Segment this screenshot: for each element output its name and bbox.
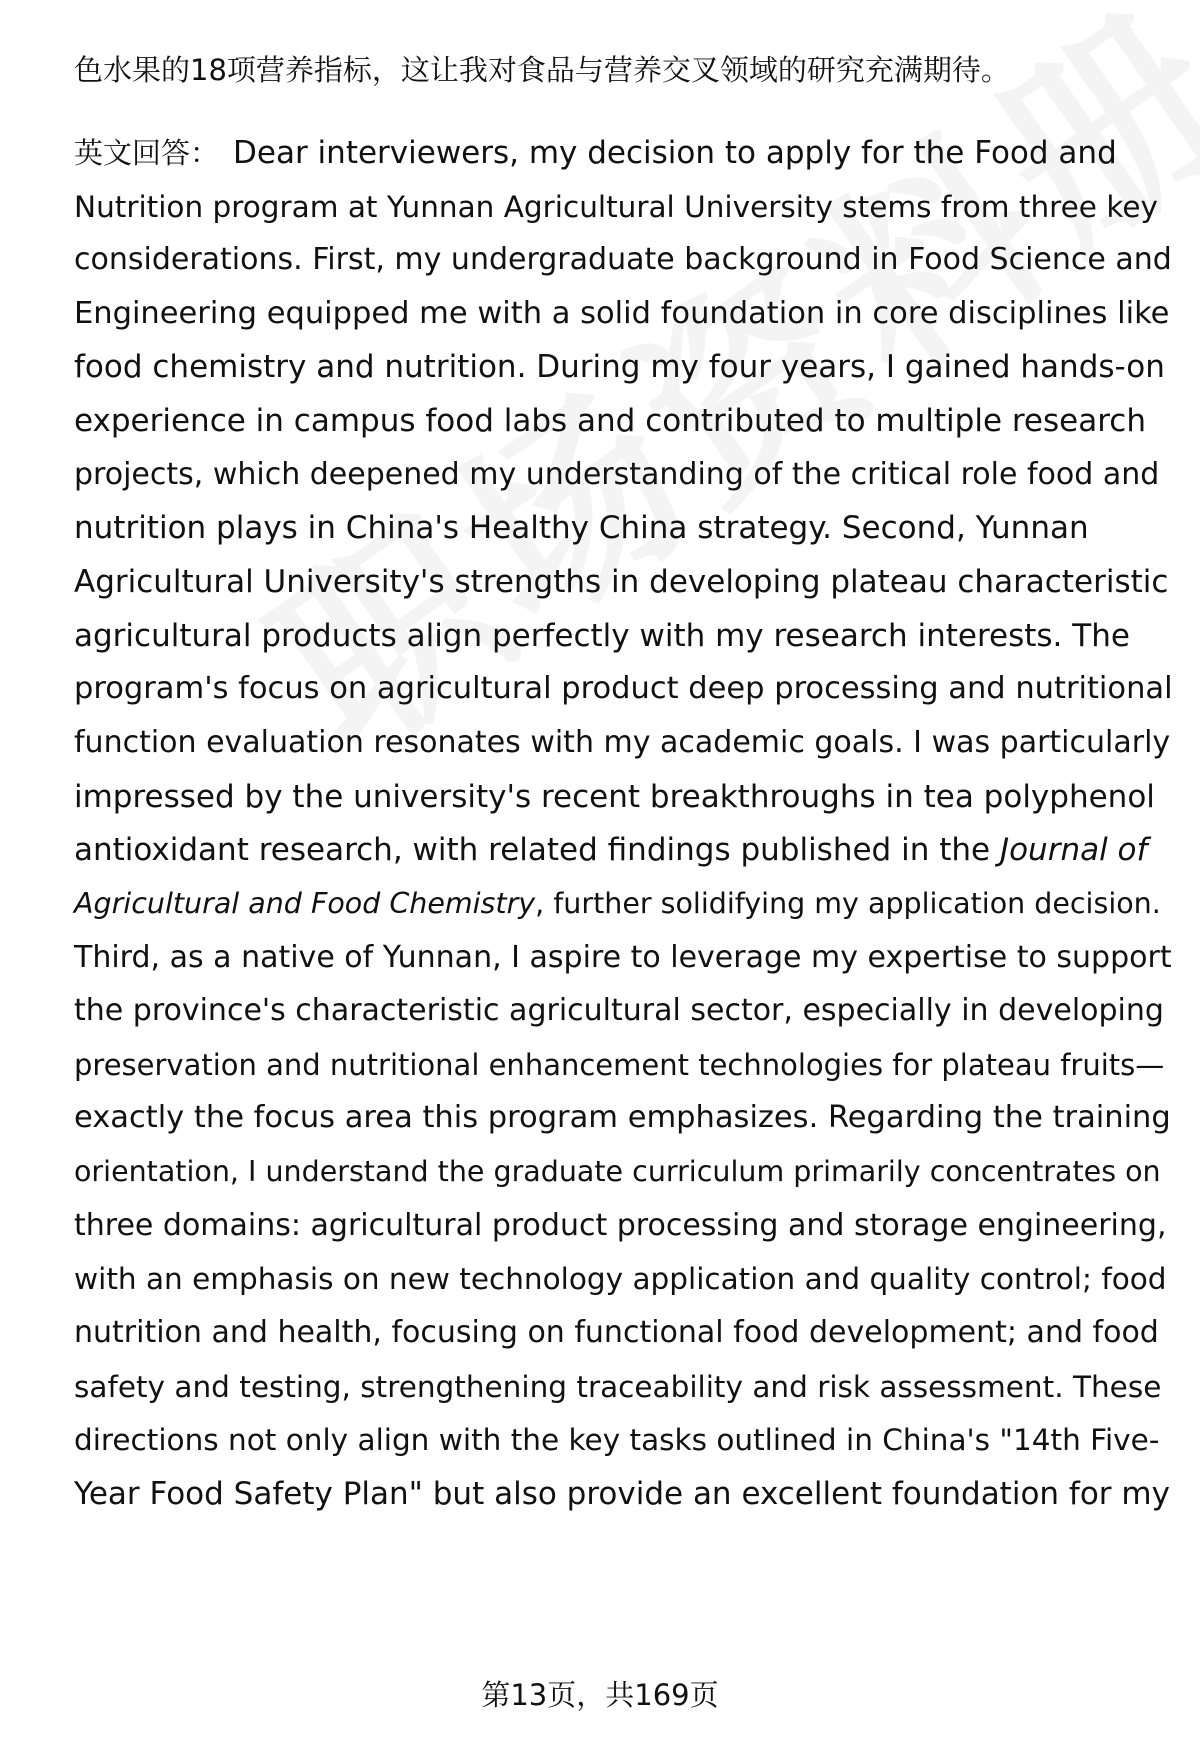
journal-name-part1: Journal of: [999, 832, 1148, 868]
answer-line-22: with an emphasis on new technology application and quality control; food: [74, 1262, 1167, 1296]
intro-line: 色水果的18项营养指标，这让我对食品与营养交叉领域的研究充满期待。: [74, 53, 1010, 87]
answer-label: 英文回答：: [74, 136, 220, 170]
answer-line-4: Engineering equipped me with a solid foundation in core disciplines like: [74, 296, 1170, 331]
answer-line-3: considerations. First, my undergraduate background in Food Science and: [74, 242, 1172, 277]
answer-line-25: directions not only align with the key tasks outlined in China's "14th Five-: [74, 1423, 1160, 1457]
answer-line-1: Dear interviewers, my decision to apply for the Food and: [233, 135, 1117, 171]
answer-line-8: nutrition plays in China's Healthy China strategy. Second, Yunnan: [74, 510, 1089, 546]
line14-plain: antioxidant research, with related findings published in the: [74, 832, 1000, 868]
answer-first-line: [74, 133, 1117, 173]
answer-line-23: nutrition and health, focusing on functional food development; and food: [74, 1315, 1159, 1350]
answer-line-2: Nutrition program at Yunnan Agricultural University stems from three key: [74, 190, 1158, 224]
answer-line-17: the province's characteristic agricultural sector, especially in developing: [74, 993, 1164, 1028]
answer-line-12: function evaluation resonates with my academic goals. I was particularly: [74, 725, 1171, 760]
answer-line-18: preservation and nutritional enhancement technologies for plateau fruits—: [74, 1048, 1165, 1082]
answer-line-13: impressed by the university's recent breakthroughs in tea polyphenol: [74, 779, 1155, 815]
page-number: 第13页，共169页: [481, 1678, 719, 1712]
answer-line-20: orientation, I understand the graduate curriculum primarily concentrates on: [74, 1155, 1161, 1188]
answer-line-15: [74, 884, 1161, 924]
answer-line-7: projects, which deepened my understanding of the critical role food and: [74, 457, 1160, 492]
line15-plain: , further solidifying my application decision.: [535, 887, 1161, 920]
answer-line-19: exactly the focus area this program emphasizes. Regarding the training: [74, 1100, 1171, 1135]
answer-line-5: food chemistry and nutrition. During my four years, I gained hands-on: [74, 349, 1165, 385]
answer-line-21: three domains: agricultural product processing and storage engineering,: [74, 1208, 1167, 1243]
answer-line-14: [74, 830, 1147, 870]
answer-line-10: agricultural products align perfectly with my research interests. The: [74, 618, 1130, 654]
answer-line-16: Third, as a native of Yunnan, I aspire to leverage my expertise to support: [74, 940, 1172, 975]
journal-name-part2: Agricultural and Food Chemistry: [74, 887, 536, 920]
answer-line-24: safety and testing, strengthening traceability and risk assessment. These: [74, 1370, 1162, 1404]
answer-line-9: Agricultural University's strengths in developing plateau characteristic: [74, 564, 1169, 600]
answer-line-26: Year Food Safety Plan" but also provide an excellent foundation for my: [74, 1476, 1170, 1512]
answer-line-6: experience in campus food labs and contributed to multiple research: [74, 403, 1146, 439]
answer-line-11: program's focus on agricultural product deep processing and nutritional: [74, 671, 1173, 706]
